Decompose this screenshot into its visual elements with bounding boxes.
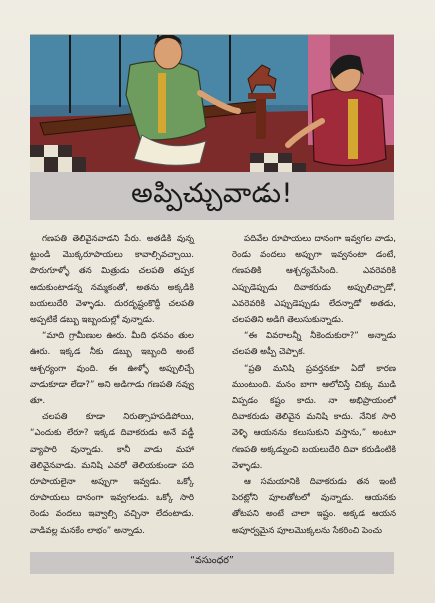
paragraph: చలపతి కూడా నిరుత్సాహపడిపోయి, “ఎందుకు లేరూ? ఇక్కడ దివాకరుడు అనే వడ్డీ వ్యాపారి వున్నాడు. కానీ వాడు మహా తెలివైనవాడు. మనిషి ఎవరో తెలియకుండా పది రూపాయలైనా అప్పుగా ఇవ్వడు. ఒక్కో రూపాయలు దానంగా ఇవ్వగలడు. ఒక్కో సారి రెండు వందలు ఇవ్వాల్సి వచ్చినా లేదంటాడు. వాడివల్ల మనకేం లాభం” అన్నాడు. — [30, 412, 194, 536]
paragraph: “ఈ వివరాలన్నీ నీకెందుకురా?” అన్నాడు చలపతి అప్పీ చెప్పాక. — [232, 331, 396, 358]
right-column — [232, 231, 396, 539]
paragraph: ఆ సమయానికి దివాకరుడు తన ఇంటి పెరట్లోని పూలతోటలో వున్నాడు. ఆయనకు తోటపని అంటే చాలా ఇష్టం. అక్కడ ఆయన అపూర్వమైన పూలమొక్కలను సేకరించి పెంచు — [232, 477, 396, 536]
credit-band — [30, 552, 394, 574]
story-title: అప్పిచ్చువాడు! — [131, 178, 293, 209]
title-band — [30, 172, 394, 220]
story-illustration — [30, 34, 394, 173]
author-credit: “వసుంధర” — [190, 555, 234, 566]
paragraph: పదివేల రూపాయలు దానంగా ఇవ్వగల వాడు, రెండు వందలు అప్పుగా ఇవ్వనంటా డంటే, గణపతికి ఆశ్చర్యమేసింది. ఎవరెవరికి ఎప్పుడెప్పుడు దివాకరుడు అప్పులిచ్చాడో, ఎవరెవరికి ఎప్పుడెప్పుడు లేదన్నాడో అతడు, చలపతిని అడిగి తెలుసుకున్నాడు. — [232, 234, 396, 326]
paragraph: గణపతి తెలివైనవాడని పేరు. అతడికి వున్న ట్టుండి మొక్కరూపాయలు కావాల్సివచ్చాయి. పొరుగూళ్ళో తన మిత్రుడు చలపతి తప్పక ఆదుకుంటాడన్న నమ్మకంతో, అతను అక్కడికి బయలుదేరి వెళ్ళాడు. దురదృష్టంకొద్దీ చలపతి అప్పటికే డబ్బు ఇబ్బందుల్లో వున్నాడు. — [30, 234, 194, 326]
left-column — [30, 231, 194, 539]
illustration-drawing — [30, 35, 394, 173]
paragraph: “మాది గ్రామీణుల ఊరు. మీది ధనవం తుల ఊరు. ఇక్కడ నీకు డబ్బు ఇబ్బంది అంటే ఆశ్చర్యంగా వుంది. ఈ ఊళ్ళో అప్పులిచ్చే వాడుకూడా లేడా?” అని అడిగాడు గణపతి నవ్వు తూ. — [30, 331, 194, 407]
paragraph: “ప్రతి మనిషి ప్రవర్తనకూ ఏదో కారణ ముంటుంది. మనం బాగా ఆలోచిస్తే చిక్కు ముడి విప్పడం కష్టం కాదు. నా అభిప్రాయంలో దివాకరుడు తెలివైన మనిషి కాదు. నేనిక సారి వెళ్ళి ఆయనను కలుసుకుని వస్తాను,” అంటూ గణపతి అక్కడ్నుంచి బయలుదేరి దివా కరుడింటికి వెళ్ళాడు. — [232, 363, 396, 471]
